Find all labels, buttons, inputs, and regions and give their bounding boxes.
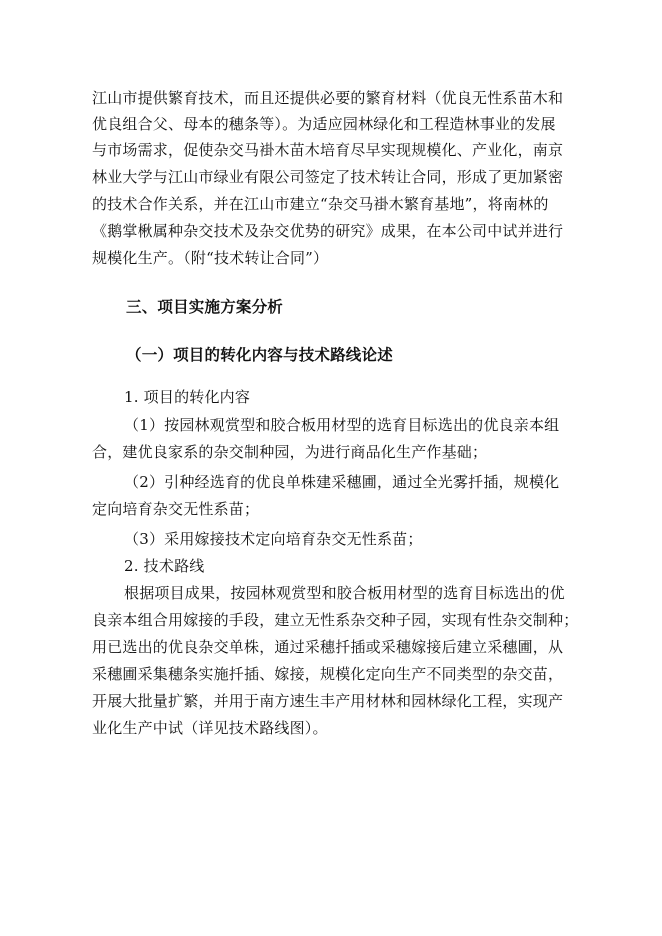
paragraph-line: 林业大学与江山市绿业有限公司签定了技术转让合同，形成了更加紧密	[92, 168, 564, 186]
paragraph-line: 与市场需求，促使杂交马褂木苗木培育尽早实现规模化、产业化，南京	[92, 141, 564, 159]
paragraph-line: 规模化生产。（附“技术转让合同”）	[92, 249, 329, 267]
item-title: 2. 技术路线	[124, 557, 205, 575]
paragraph-line: 用已选出的优良杂交单株，通过采穗扦插或采穗嫁接后建立采穗圃，从	[92, 638, 564, 656]
section-heading: 三、项目实施方案分析	[126, 298, 284, 316]
paragraph-line: 良亲本组合用嫁接的手段，建立无性系杂交种子园，实现有性杂交制种；	[92, 611, 579, 629]
paragraph-line: 优良组合父、母本的穗条等）。为适应园林绿化和工程造林事业的发展	[92, 115, 556, 133]
list-item-line: （3）采用嫁接技术定向培育杂交无性系苗；	[124, 530, 423, 548]
list-item-line: 合，建优良家系的杂交制种园，为进行商品化生产作基础；	[92, 443, 488, 461]
subsection-heading: （一）项目的转化内容与技术路线论述	[126, 346, 393, 364]
paragraph-line: 《鹅掌楸属种杂交技术及杂交优势的研究》成果，在本公司中试并进行	[92, 222, 564, 240]
paragraph-line: 采穗圃采集穗条实施扦插、嫁接，规模化定向生产不同类型的杂交苗，	[92, 665, 564, 683]
item-title: 1. 项目的转化内容	[124, 388, 251, 406]
paragraph-line: 开展大批量扩繁，并用于南方速生丰产用材林和园林绿化工程，实现产	[92, 692, 564, 710]
paragraph-line: 江山市提供繁育技术，而且还提供必要的繁育材料（优良无性系苗木和	[92, 89, 564, 107]
list-item-line: （2）引种经选育的优良单株建采穗圃，通过全光雾扦插，规模化	[124, 473, 560, 491]
paragraph-line: 根据项目成果，按园林观赏型和胶合板用材型的选育目标选出的优	[124, 584, 565, 602]
list-item-line: 定向培育杂交无性系苗；	[92, 500, 260, 518]
paragraph-line: 业化生产中试（详见技术路线图）。	[92, 719, 328, 737]
paragraph-line: 的技术合作关系，并在江山市建立“杂交马褂木繁育基地”，将南林的	[92, 195, 549, 213]
list-item-line: （1）按园林观赏型和胶合板用材型的选育目标选出的优良亲本组	[124, 416, 560, 434]
